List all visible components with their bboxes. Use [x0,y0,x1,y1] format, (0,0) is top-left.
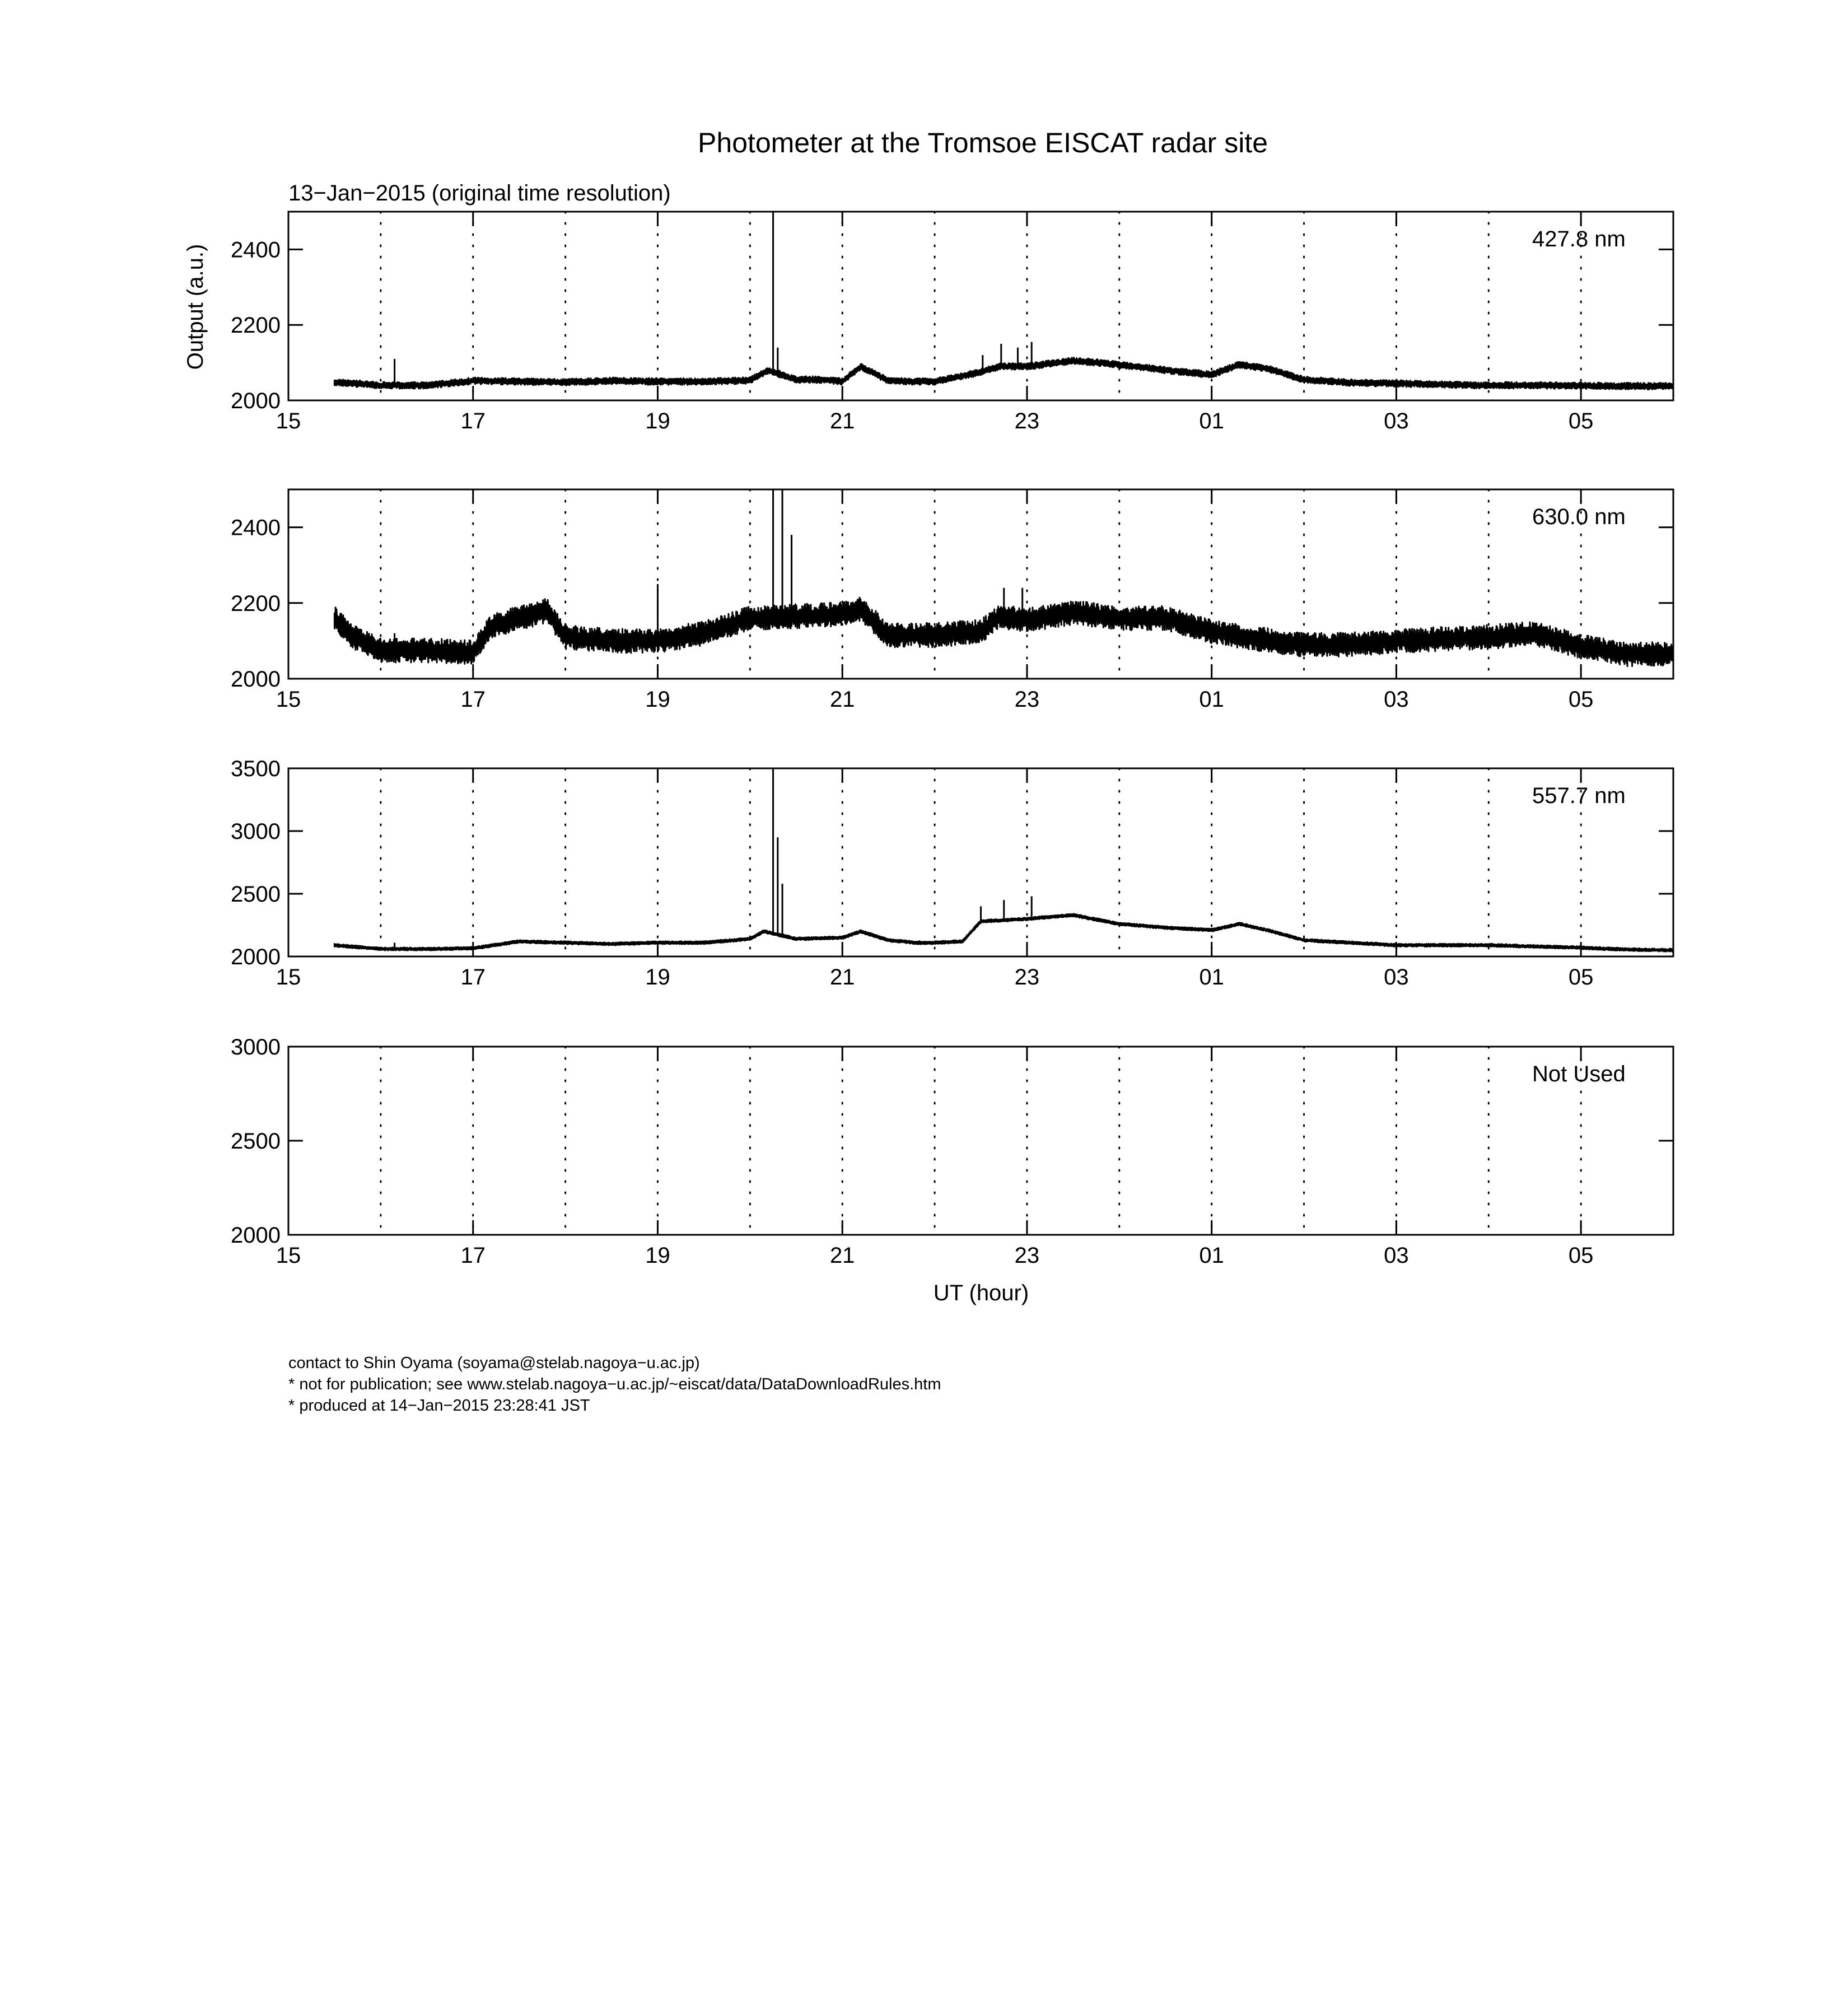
x-tick-label: 03 [1384,409,1409,433]
y-tick-label: 2500 [231,1129,281,1154]
x-tick-label: 23 [1014,687,1040,712]
x-tick-label: 03 [1384,687,1409,712]
axes-frame [288,489,1673,679]
x-tick-label: 05 [1568,1243,1594,1268]
x-tick-label: 19 [645,965,670,990]
y-tick-label: 2000 [231,1223,281,1248]
x-tick-label: 01 [1199,1243,1224,1268]
footer-publication-note: * not for publication; see www.stelab.nagoya−u.ac.jp/~eiscat/data/DataDownloadRules.htm [288,1375,941,1393]
panel-4 [231,1035,1673,1268]
panel-2 [231,489,1673,712]
y-tick-label: 2000 [231,667,281,692]
y-tick-label: 3000 [231,819,281,844]
y-tick-label: 3500 [231,757,281,781]
y-tick-label: 2200 [231,591,281,616]
x-tick-label: 23 [1014,409,1040,433]
x-tick-label: 15 [276,1243,301,1268]
panel-label: 557.7 nm [1532,783,1626,808]
y-tick-label: 2200 [231,313,281,338]
x-tick-label: 23 [1014,965,1040,990]
x-tick-label: 17 [460,1243,486,1268]
panel-label: 630.0 nm [1532,505,1626,529]
panel-1 [231,212,1673,433]
y-tick-label: 2000 [231,389,281,413]
x-tick-label: 15 [276,409,301,433]
x-tick-label: 21 [829,965,855,990]
x-tick-label: 15 [276,965,301,990]
x-axis-label: UT (hour) [933,1281,1029,1305]
panel-label: Not Used [1532,1062,1626,1086]
x-tick-label: 23 [1014,1243,1040,1268]
x-tick-label: 19 [645,409,670,433]
x-tick-label: 21 [829,687,855,712]
figure-title: Photometer at the Tromsoe EISCAT radar site [697,127,1268,158]
x-tick-label: 19 [645,687,670,712]
x-tick-label: 05 [1568,687,1594,712]
y-tick-label: 2400 [231,515,281,540]
figure-subtitle: 13−Jan−2015 (original time resolution) [288,181,671,206]
x-tick-label: 21 [829,409,855,433]
footer-contact: contact to Shin Oyama (soyama@stelab.nagoya−u.ac.jp) [288,1354,700,1372]
y-tick-label: 2400 [231,237,281,263]
axes-frame [288,1047,1673,1235]
footer-produced-at: * produced at 14−Jan−2015 23:28:41 JST [288,1397,590,1415]
x-tick-label: 17 [460,409,486,433]
x-tick-label: 21 [829,1243,855,1268]
x-tick-label: 05 [1568,409,1594,433]
panels [231,212,1673,1268]
x-tick-label: 03 [1384,1243,1409,1268]
x-tick-label: 19 [645,1243,670,1268]
x-tick-label: 17 [460,687,486,712]
x-tick-label: 05 [1568,965,1594,990]
y-tick-label: 3000 [231,1035,281,1060]
x-tick-label: 01 [1199,687,1224,712]
axes-frame [288,768,1673,956]
panel-label: 427.8 nm [1532,227,1626,251]
x-tick-label: 03 [1384,965,1409,990]
x-tick-label: 17 [460,965,486,990]
y-tick-label: 2500 [231,882,281,907]
y-axis-label: Output (a.u.) [183,244,208,370]
x-tick-label: 15 [276,687,301,712]
x-tick-label: 01 [1199,965,1224,990]
panel-3 [231,757,1673,990]
series-line-427-8-nm [334,357,1673,389]
x-tick-label: 01 [1199,409,1224,433]
y-tick-label: 2000 [231,945,281,969]
